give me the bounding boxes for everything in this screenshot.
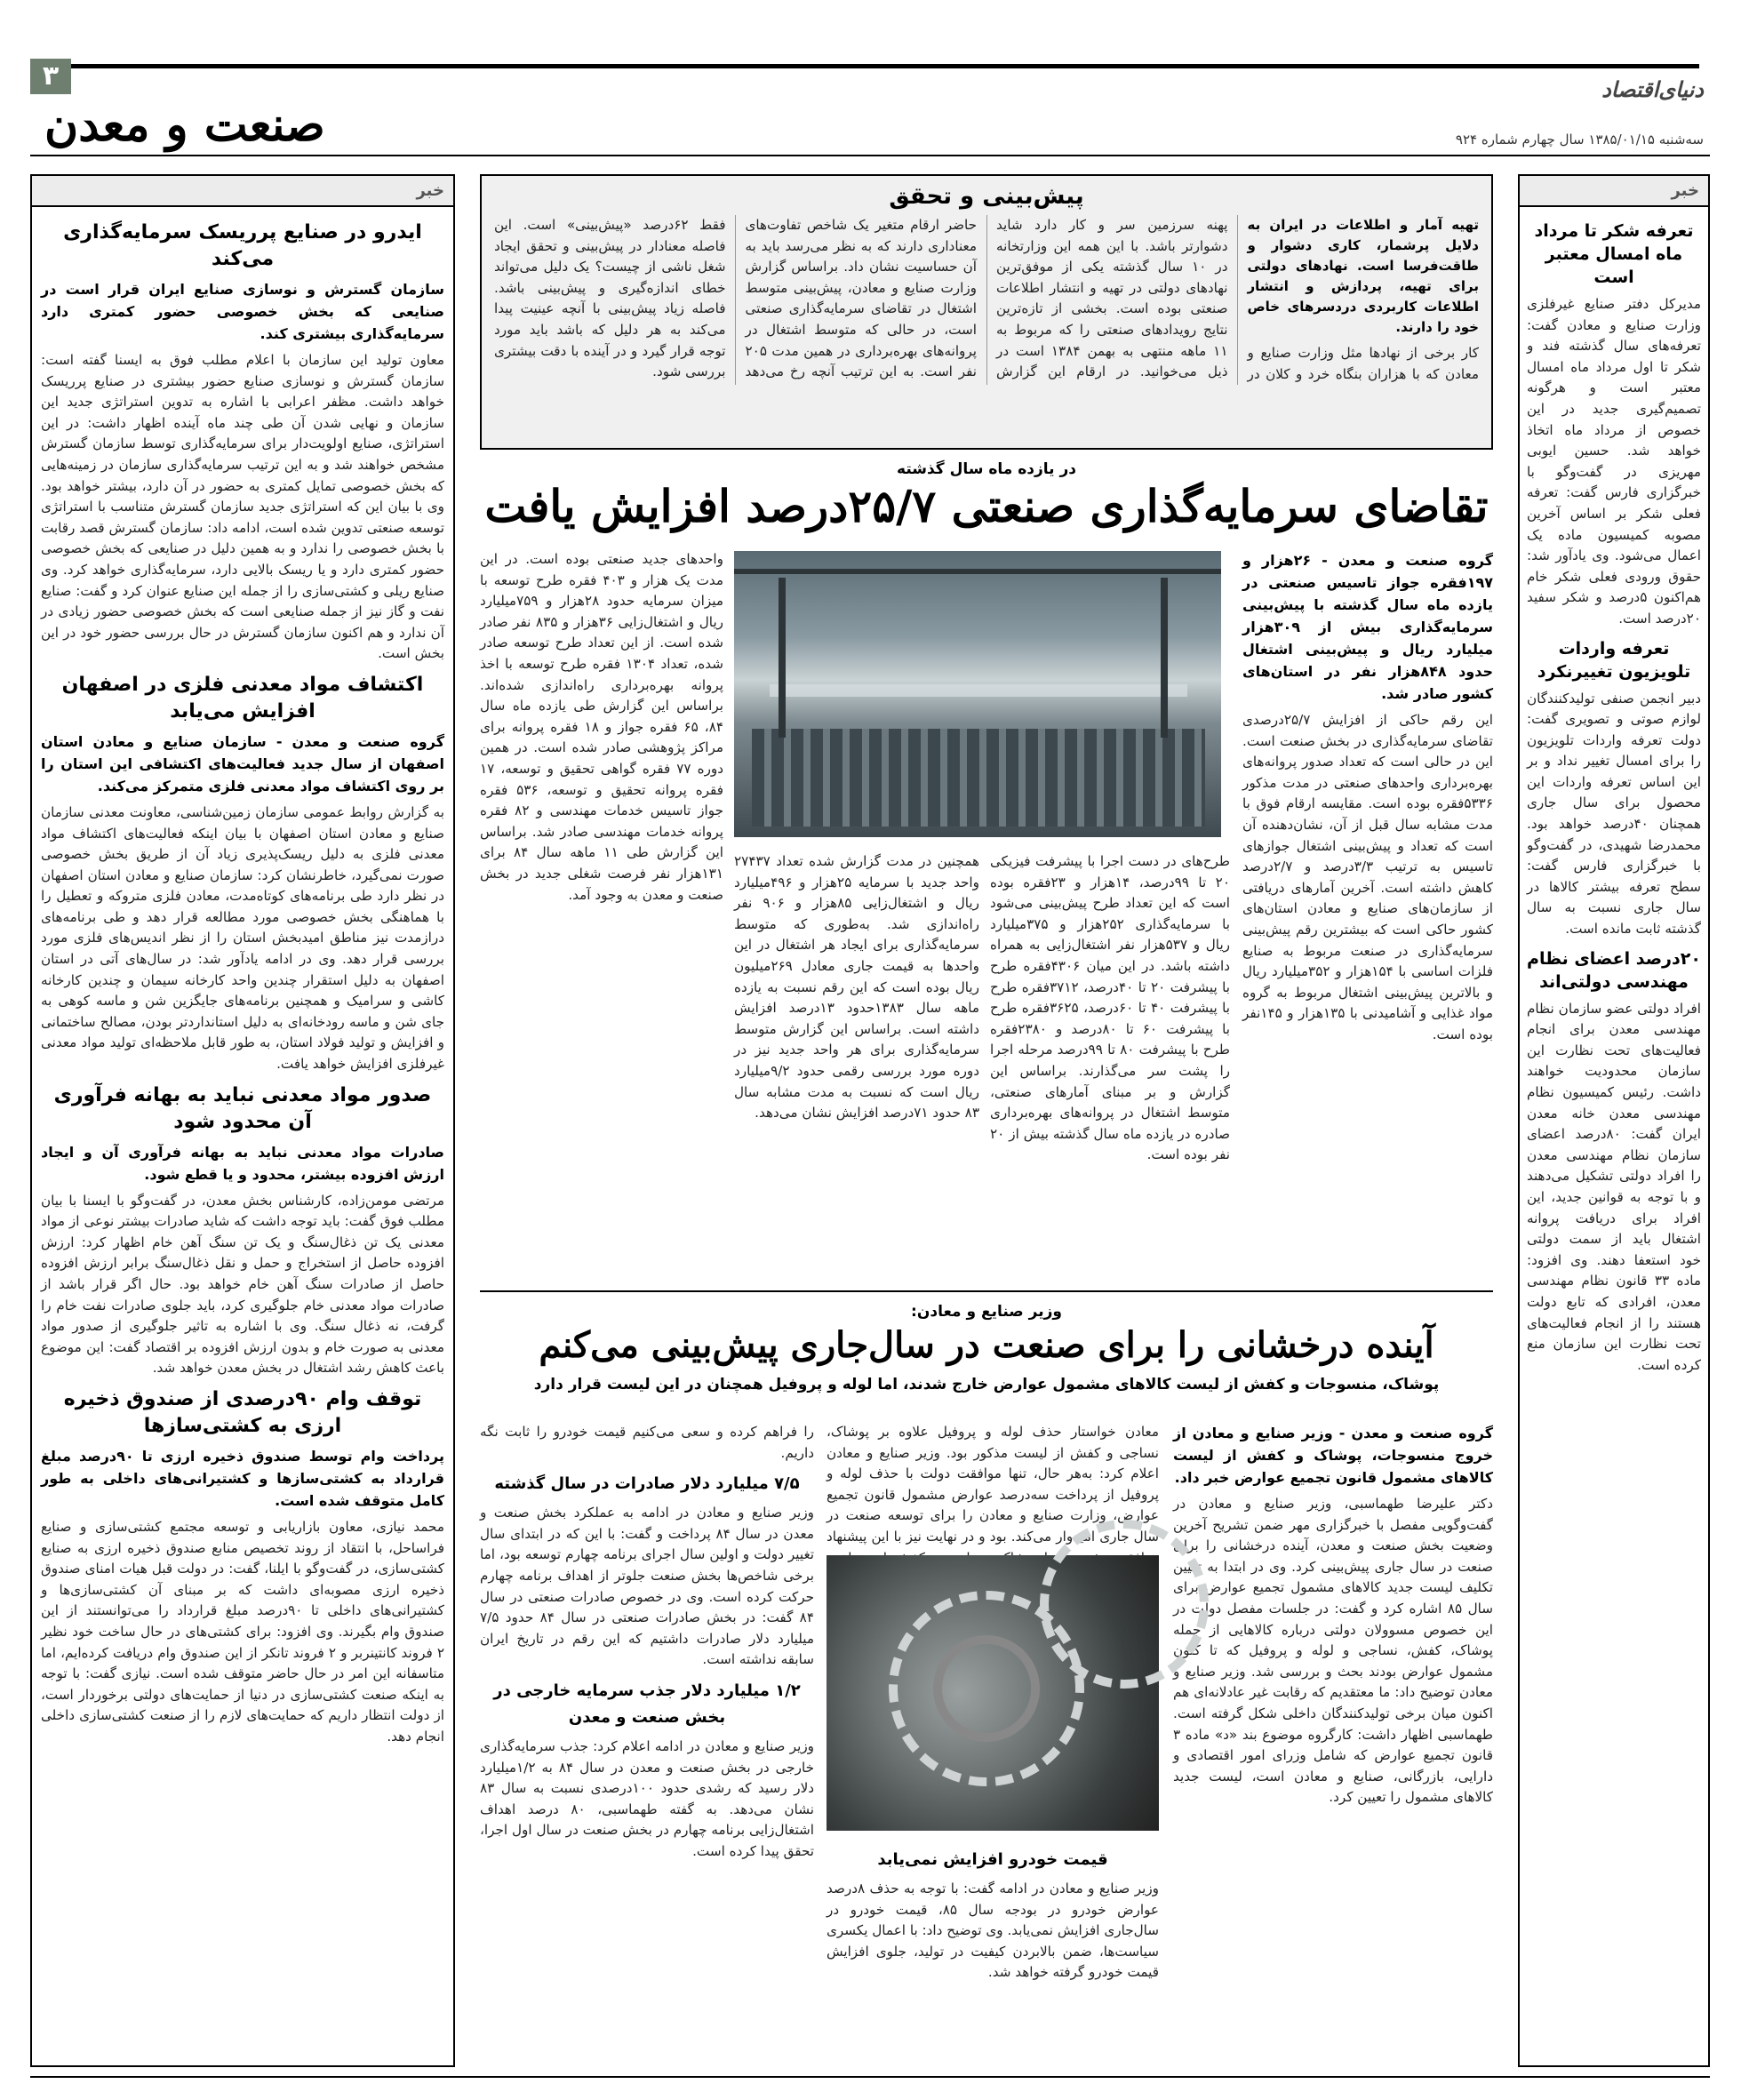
- main-story-header: [480, 460, 1493, 535]
- main-kicker: در یازده ماه سال گذشته: [897, 460, 1076, 478]
- article-body: مرتضی مومن‌زاده، کارشناس بخش معدن، در گفت‌وگو با ایسنا با بیان مطلب فوق گفت: باید توجه داشت که شاید صادرات بیشتر نوعی از مواد معدنی یک تن ذغال‌سنگ و یک تن سنگ آهن خام اظهار کرد: ارزش افزوده حاصل از استخراج و حمل و نقل ذغال‌سنگ برابر ارزش افزوده حاصل از صادرات سنگ آهن خام خواهد بود. حال اگر قرار باشد از صادرات مواد معدنی خام جلوگیری کرد، باید جلوی صادرات نفت خام را گرفت، نه ذغال سنگ. وی با اشاره به تاثیر جلوگیری از صدور مواد معدنی به صورت خام و بدون ارزش افزوده بر اقتصاد گفت: این موضوع باعث کاهش رشد اشتغال در بخش معدن خواهد شد.: [41, 1192, 444, 1377]
- minister-headline: آینده درخشانی را برای صنعت در سال‌جاری پیش‌بینی می‌کنم: [539, 1324, 1434, 1366]
- article-lead: صادرات مواد معدنی نباید به بهانه فرآوری آن و ایجاد ارزش افزوده بیشتر، محدود و یا قطع شود.: [41, 1143, 444, 1183]
- forecast-box: [480, 174, 1493, 450]
- forecast-body: کار برخی از نهادها مثل وزارت صنایع و معادن که با هزاران بنگاه خرد و کلان در پهنه سرزمین سر و کار دارد شاید دشوارتر باشد. با این همه این وزارتخانه در ۱۰ سال گذشته یکی از موفق‌ترین نهادهای دولتی در تهیه و انتشار اطلاعات صنعتی بوده است. بخشی از تازه‌ترین نتایج رویدادهای صنعتی را که مربوط به ۱۱ ماهه منتهی به بهمن ۱۳۸۴ است در ذیل می‌خوانید. در ارقام این گزارش حاضر ارقام متغیر یک شاخص تفاوت‌های معناداری دارند که به نظر می‌رسد باید به آن حساسیت نشان داد. براساس گزارش وزارت صنایع و معادن، پیش‌بینی متوسط اشتغال در تقاضای سرمایه‌گذاری صنعتی است، در حالی که متوسط اشتغال در پروانه‌های بهره‌برداری در همین مدت ۲۰۵ نفر است. به این ترتیب آنچه رخ می‌دهد فقط ۶۲درصد «پیش‌بینی» است. این فاصله معنادار در پیش‌بینی و تحقق ایجاد شغل ناشی از چیست؟ یک دلیل می‌تواند خطای اندازه‌گیری و پیش‌بینی باشد. فاصله زیاد پیش‌بینی با آنچه عینیت پیدا می‌کند به هر دلیل که باشد باید مورد توجه قرار گیرد و در آینده با دقت بیشتری بررسی شود.: [494, 217, 1479, 382]
- header-rule: [30, 155, 1710, 156]
- footer-rule: [30, 2076, 1710, 2078]
- minister-lead: گروه صنعت و معدن - وزیر صنایع و معادن از خروج منسوجات، پوشاک و کفش از لیست کالاهای مشمول قانون تجمیع عوارض خبر داد.: [1173, 1425, 1493, 1486]
- gear-photo: [827, 1555, 1159, 1831]
- forecast-lead: تهیه آمار و اطلاعات در ایران به دلایل پرشمار، کاری دشوار و طاقت‌فرسا است. نهادهای دولتی برای تهیه، پردازش و انتشار اطلاعات کاربردی دردسرهای خاص خود را دارند.: [1247, 217, 1479, 335]
- main-lead: گروه صنعت و معدن - ۲۶هزار و ۱۹۷فقره جواز تاسیس صنعتی در یازده ماه سال گذشته با پیش‌بینی سرمایه‌گذاری بیش از ۳۰۹هزار میلیارد ریال و پیش‌بینی اشتغال حدود ۸۴۸هزار نفر در استان‌های کشور صادر شد.: [1242, 552, 1494, 702]
- minister-story-header: [480, 1303, 1493, 1393]
- newspaper-logo: دنیای‌اقتصاد: [1601, 76, 1704, 102]
- article-title: تعرفه شکر تا مرداد ماه امسال معتبر است: [1534, 221, 1694, 287]
- article-title: ایدرو در صنایع پرریسک سرمایه‌گذاری می‌کند: [63, 221, 422, 270]
- story-divider: [480, 1290, 1493, 1292]
- article-body: محمد نیازی، معاون بازاریابی و توسعه مجتمع کشتی‌سازی و صنایع فراساحل، با انتقاد از روند تخصیص منابع صندوق ذخیره ارزی به صنایع کشتی‌سازی، در گفت‌وگو با ایلنا، گفت: در دولت قبل هیات امنای صندوق ذخیره ارزی مصوبه‌ای داشت که بر مبنای آن کشتی‌سازی‌ها و کشتیرانی‌های داخلی تا ۹۰درصد مبلغ قرارداد را می‌توانستند از این صندوق وام بگیرند. وی افزود: برای کشتی‌های در حال ساخت خود نظیر ۲ فروند کانتینربر و ۲ فروند تانکر از این صندوق وام دریافت کرده‌ایم، اما متاسفانه این امر در حال حاضر متوقف شده است. نیازی گفت: با توجه به اینکه صنعت کشتی‌سازی در دنیا از حمایت‌های دولتی برخوردار است، از دولت انتظار داریم که حمایت‌های لازم را از صنعت کشتی‌سازی داخلی انجام دهد.: [41, 1518, 444, 1745]
- news-tab: خبر: [32, 176, 453, 207]
- dateline: سه‌شنبه ۱۳۸۵/۰۱/۱۵ سال چهارم شماره ۹۲۴: [1455, 132, 1704, 148]
- article-title: اکتشاف مواد معدنی فلزی در اصفهان افزایش می‌یابد: [61, 673, 424, 723]
- minister-body: وزیر صنایع و معادن در ادامه اعلام کرد: جذب سرمایه‌گذاری خارجی در بخش صنعت و معدن در سال ۸۴ به ۱/۲میلیارد دلار رسید که رشدی حدود ۱۰۰درصدی نسبت به سال ۸۳ نشان می‌دهد. به گفته طهماسبی، ۸۰ درصد اهداف اشتغال‌زایی برنامه چهارم در بخش صنعت در سال اول اجرا، تحقق پیدا کرده است.: [480, 1737, 814, 1859]
- minister-subhead: ۱/۲ میلیارد دلار جذب سرمایه خارجی در بخش صنعت و معدن: [493, 1681, 801, 1727]
- section-title: صنعت و معدن: [44, 98, 325, 152]
- minister-col-2-bottom: [827, 1840, 1159, 2067]
- main-story-col-2: [990, 851, 1230, 1278]
- article-body: افراد دولتی عضو سازمان نظام مهندسی معدن برای انجام فعالیت‌های تحت نظارت این سازمان محدودیت خواهند داشت. رئیس کمیسیون نظام مهندسی معدن خانه معدن ایران گفت: ۸۰درصد اعضای سازمان نظام مهندسی معدن را افراد دولتی تشکیل می‌دهند و با توجه به قوانین جدید، این افراد برای دریافت پروانه اشتغال باید از سمت دولتی خود استعفا دهند. وی افزود: ماده ۳۳ قانون نظام مهندسی معدن، افرادی که تابع دولت هستند را از انجام فعالیت‌های تحت نظارت این سازمان منع کرده است.: [1527, 1000, 1702, 1373]
- left-news-column: [30, 174, 455, 2067]
- main-story-col-4: [480, 549, 723, 1278]
- article-body: دبیر انجمن صنفی تولیدکنندگان لوازم صوتی و تصویری گفت: دولت تعرفه واردات تلویزیون را برای امسال تغییر نداد و بر این اساس تعرفه واردات این محصول برای سال جاری همچنان ۴۰درصد خواهد بود. محمدرضا شهیدی، در گفت‌وگو با خبرگزاری فارس گفت: سطح تعرفه بیشتر کالاها در سال جاری نسبت به سال گذشته ثابت مانده است.: [1527, 690, 1701, 938]
- minister-col-1: [1173, 1422, 1493, 2067]
- main-headline: تقاضای سرمایه‌گذاری صنعتی ۲۵/۷درصد افزایش یافت: [484, 480, 1489, 532]
- article-body: مدیرکل دفتر صنایع غیرفلزی وزارت صنایع و معادن گفت: تعرفه‌های سال گذشته فند و شکر تا اول مرداد ماه امسال معتبر است و هرگونه تصمیم‌گیری جدید در این خصوص از مرداد ماه اتخاذ خواهد شد. حسین ایوبی مهریزی در گفت‌وگو با خبرگزاری فارس گفت: تعرفه فعلی شکر بر اساس آخرین مصوبه کمیسیون ماده یک اعمال می‌شود. وی یادآور شد: حقوق ورودی فعلی شکر خام هم‌اکنون ۵درصد و شکر سفید ۲۰درصد است.: [1527, 296, 1701, 627]
- factory-photo: [734, 551, 1221, 837]
- minister-subhead: ۷/۵ میلیارد دلار صادرات در سال گذشته: [494, 1474, 800, 1494]
- article-title: ۲۰درصد اعضای نظام مهندسی دولتی‌اند: [1527, 948, 1701, 992]
- article-title: صدور مواد معدنی نباید به بهانه فرآوری آن محدود شود: [53, 1083, 432, 1133]
- article-lead: گروه صنعت و معدن - سازمان صنایع و معادن استان اصفهان از سال جدید فعالیت‌های اکتشافی این استان را بر روی اکتشاف مواد معدنی فلزی متمرکز می‌کند.: [41, 732, 444, 794]
- main-body: طرح‌های در دست اجرا با پیشرفت فیزیکی ۲۰ تا ۹۹درصد، ۱۴هزار و ۲۳فقره بوده است که این تعداد طرح پیش‌بینی می‌شود با سرمایه‌گذاری ۲۵۲هزار و ۳۷۵میلیارد ریال و ۵۳۷هزار نفر اشتغال‌زایی به همراه داشته باشد. در این میان ۴۳۰۶فقره طرح با پیشرفت ۲۰ تا ۴۰درصد، ۳۷۱۲فقره طرح با پیشرفت ۴۰ تا ۶۰درصد، ۳۶۲۵فقره طرح با پیشرفت ۶۰ تا ۸۰درصد و ۲۳۸۰فقره طرح با پیشرفت ۸۰ تا ۹۹درصد مرحله اجرا را پشت سر می‌گذارند. براساس این گزارش و بر مبنای آمارهای صنعتی، متوسط اشتغال در پروانه‌های بهره‌برداری صادره در یازده ماه سال گذشته بیش از ۲۰ نفر بوده است.: [990, 853, 1230, 1163]
- main-body: واحدهای جدید صنعتی بوده است. در این مدت یک هزار و ۴۰۳ فقره طرح توسعه با میزان سرمایه حدود ۲۸هزار و ۷۵۹میلیارد ریال و اشتغال‌زایی ۳۶هزار و ۸۳۵ نفر صادر شده است. از این تعداد طرح توسعه صادر شده، تعداد ۱۳۰۴ فقره طرح توسعه با اخذ پروانه بهره‌برداری راه‌اندازی شده‌اند. براساس این گزارش طی یازده ماه سال ۸۴، ۶۵ فقره جواز و ۱۸ فقره پروانه برای مراکز پژوهشی صادر شده است. در همین دوره ۷۷ فقره گواهی تحقیق و توسعه، ۱۷ فقره پروانه تحقیق و توسعه، ۵۳۶ فقره جواز تاسیس خدمات مهندسی و ۸۲ فقره پروانه خدمات مهندسی صادر شد. براساس این گزارش طی ۱۱ ماهه سال ۸۴ برای ۱۳۱هزار نفر فرصت شغلی جدید در بخش صنعت و معدن به وجود آمد.: [480, 551, 724, 903]
- main-story-col-3: [734, 851, 979, 1278]
- article-lead: سازمان گسترش و نوسازی صنایع ایران قرار است در صنایعی که بخش خصوصی حضور کمتری دارد سرمایه‌گذاری بیشتری کند.: [41, 281, 444, 342]
- main-body: این رقم حاکی از افزایش ۲۵/۷درصدی تقاضای سرمایه‌گذاری در بخش صنعت است. این در حالی است که تعداد صدور پروانه‌های بهره‌برداری واحدهای صنعتی در مدت مذکور ۵۳۳۶فقره بوده است. مقایسه ارقام فوق با مدت مشابه سال قبل از آن، نشان‌دهنده آن است که تعداد و پیش‌بینی اشتغال جوازهای تاسیس به ترتیب ۳/۳درصد و ۲/۷درصد کاهش داشته است. آخرین آمارهای دریافتی از سازمان‌های صنایع و معادن استان‌های کشور حاکی است که بیشترین رقم پیش‌بینی سرمایه‌گذاری در صنعت مربوط به صنایع فلزات اساسی با ۱۵۴هزار و ۳۵۲میلیارد ریال و بالاترین پیش‌بینی اشتغال مربوط به گروه مواد غذایی و آشامیدنی با ۱۳۵هزار و ۱۴۵نفر بوده است.: [1242, 712, 1493, 1042]
- main-body: همچنین در مدت گزارش شده تعداد ۲۷۴۳۷ واحد جدید با سرمایه ۲۵هزار و ۴۹۶میلیارد ریال و اشتغال‌زایی ۸۵هزار و ۹۰۶ نفر راه‌اندازی شد. به‌طوری که متوسط سرمایه‌گذاری برای ایجاد هر اشتغال در این واحدها به قیمت جاری معادل ۲۶۹میلیون ریال بوده است که این رقم نسبت به یازده ماهه سال ۱۳۸۳حدود ۱۳درصد افزایش داشته است. براساس این گزارش متوسط سرمایه‌گذاری برای هر واحد جدید نیز در دوره مورد بررسی رقمی حدود ۹/۲میلیارد ریال است که نسبت به مدت مشابه سال ۸۳ حدود ۷۱درصد افزایش نشان می‌دهد.: [734, 853, 979, 1122]
- minister-col-3: [480, 1422, 814, 2067]
- minister-body: دکتر علیرضا طهماسبی، وزیر صنایع و معادن در گفت‌وگویی مفصل با خبرگزاری مهر ضمن تشریح آخرین وضعیت بخش صنعت و معدن، آینده درخشانی را برای صنعت در سال جاری پیش‌بینی کرد. وی در ابتدا به تعیین تکلیف لیست جدید کالاهای مشمول تجمیع عوارض برای سال ۸۵ اشاره کرد و گفت: در جلسات مفصل دولت در این خصوص مسوولان دولتی درباره کالاهایی از جمله پوشاک، کفش، نساجی و لوله و پروفیل که تا کنون مشمول عوارض بودند بحث و بررسی شد. وزیر صنایع و معادن توضیح داد: ما معتقدیم که رقابت غیر عادلانه‌ای هم اکنون میان برخی تولیدکنندگان داخلی شکل گرفته است. طهماسبی اظهار داشت: کارگروه موضوع بند «د» ماده ۳ قانون تجمیع عوارض که شامل وزرای امور اقتصادی و دارایی، بازرگانی، صنایع و معادن است، لیست جدید کالاهای مشمول را تعیین کرد.: [1173, 1496, 1493, 1806]
- page-number: ۳: [30, 59, 71, 94]
- article-title: تعرفه واردات تلویزیون تغییرنکرد: [1537, 638, 1691, 682]
- minister-body: وزیر صنایع و معادن در ادامه به عملکرد بخش صنعت و معدن در سال ۸۴ پرداخت و گفت: با این که در ابتدای سال تغییر دولت و اولین سال اجرای برنامه چهارم توسعه بود، اما برخی شاخص‌ها بخش صنعت جلوتر از اهداف برنامه چهارم حرکت کرده است. وی در خصوص صادرات صنعتی در سال ۸۴ گفت: در بخش صادرات صنعتی در سال ۸۴ حدود ۷/۵ میلیارد دلار صادرات داشتیم که این رقم در تاریخ ایران سابقه نداشته است.: [480, 1505, 815, 1668]
- minister-body: معادن خواستار حذف لوله و پروفیل علاوه بر پوشاک، نساجی و کفش از لیست مذکور بود. وزیر صنایع و معادن اعلام کرد: به‌هر حال، تنها موافقت دولت با حذف لوله و پروفیل از پرداخت سه‌درصد عوارض مشمول قانون تجمیع عوارض، وزارت صنایع و معادن را برای توسعه صنعت در سال جاری امیدوار می‌کند. بود و در نهایت نیز با این پیشنهاد: [827, 1424, 1159, 1545]
- main-story-col-1: [1242, 549, 1493, 1278]
- minister-deck: پوشاک، منسوجات و کفش از لیست کالاهای مشمول عوارض خارج شدند، اما لوله و پروفیل همچنان در این لیست قرار دارد: [533, 1376, 1440, 1393]
- minister-kicker: وزیر صنایع و معادن:: [911, 1303, 1062, 1321]
- article-body: معاون تولید این سازمان با اعلام مطلب فوق به ایسنا گفته است: سازمان گسترش و نوسازی صنایع حضور بیشتری در صنایع پرریسک خواهد داشت. مظفر اعرابی با اشاره به تدوین استراتژی جدید این سازمان و نهایی شدن آن طی چند ماه آینده اظهار داشت: در این استراتژی، صنایع اولویت‌دار برای سرمایه‌گذاری توسط سازمان گسترش مشخص خواهند شد و به این ترتیب سرمایه‌گذاری سازمان در زمینه‌هایی که بخش خصوصی تمایل کمتری به حضور در آن دارد، بیشتر خواهد بود. وی با بیان این که استراتژی جدید سازمان گسترش متناسب با استراتژی توسعه صنعتی تدوین شده است، ادامه داد: سازمان گسترش قصد رقابت با بخش خصوصی را ندارد و به همین دلیل در صنایعی که بخش خصوصی حضور کمتری دارد و یا ریسک بالایی دارد، سرمایه‌گذاری خواهد کرد. وی صنایع ریلی و کشتی‌سازی را از جمله این صنایع عنوان کرد و گفت: صنایع نفت و گاز نیز از جمله صنایعی است که بخش خصوصی حضور زیادی در آن ندارد و هم اکنون سازمان گسترش در حال بررسی حضور خود در این بخش است.: [41, 352, 444, 662]
- minister-body: را فراهم کرده و سعی می‌کنیم قیمت خودرو را ثابت نگه داریم.: [480, 1424, 814, 1461]
- minister-body: وزیر صنایع و معادن در ادامه گفت: با توجه به حذف ۸درصد عوارض خودرو در بودجه سال ۸۵، قیمت خودرو در سال‌جاری افزایش نمی‌یابد. وی توضیح داد: با اعمال یکسری سیاست‌ها، ضمن بالابردن کیفیت در تولید، جلوی افزایش قیمت خودرو گرفته خواهد شد.: [827, 1880, 1159, 1981]
- top-rule: [57, 64, 1699, 68]
- article-body: به گزارش روابط عمومی سازمان زمین‌شناسی، معاونت معدنی سازمان صنایع و معادن استان اصفهان با بیان اینکه فعالیت‌های اکتشاف مواد معدنی فلزی به دلیل ریسک‌پذیری زیاد آن از طریق بخش خصوصی صورت نمی‌گیرد، خاطرنشان کرد: سازمان صنایع و معادن استان اصفهان در نظر دارد طی برنامه‌های کوتاه‌مدت، معادن فلزی متروکه و تعطیل را با هماهنگی بخش خصوصی مورد مطالعه قرار دهد و طی برنامه‌های درازمدت نیز مناطق امیدبخش استان را از نظر اندیس‌های فلزی مورد بررسی قرار دهد. وی در ادامه یادآور شد: در سال‌های آتی در استان اصفهان به دلیل استقرار چندین واحد کارخانه سیمان و چندین کارخانه کاشی و سرامیک و همچنین برنامه‌های جایگزین شن و ماسه کوهی به جای شن و ماسه رودخانه‌ای به دلیل استانداردتر بودن، مصالح ساختمانی و افزایش و تولید فولاد استان، به طور قابل ملاحظه‌ای تولید مواد معدنی غیرفلزی افزایش خواهد یافت.: [41, 803, 444, 1073]
- news-tab: خبر: [1520, 176, 1708, 207]
- right-news-column: [1518, 174, 1710, 2067]
- article-title: توقف وام ۹۰درصدی از صندوق ذخیره ارزی به کشتی‌سازها: [63, 1387, 422, 1437]
- forecast-title: پیش‌بینی و تحقق: [889, 183, 1084, 210]
- minister-subhead: قیمت خودرو افزایش نمی‌یابد: [877, 1850, 1108, 1869]
- article-lead: پرداخت وام توسط صندوق ذخیره ارزی تا ۹۰درصد مبلغ قرارداد به کشتی‌سازها و کشتیرانی‌های داخلی به طور کامل متوقف شده است.: [41, 1447, 445, 1509]
